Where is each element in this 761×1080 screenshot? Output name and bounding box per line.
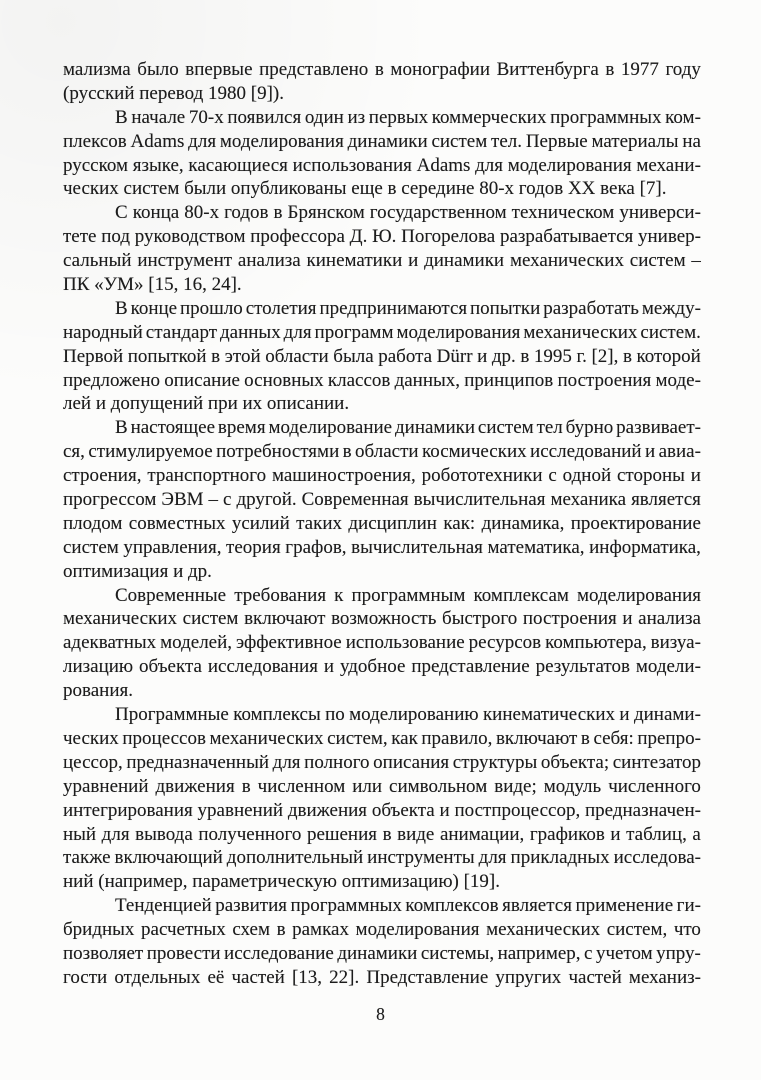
text-line: С конца 80-х годов в Брянском государственном техническом универси- [115,202,701,224]
paragraph [63,584,701,703]
text-line: тете под руководством профессора Д. Ю. Погорелова разрабатывается универ- [63,226,701,248]
paragraph [63,894,701,990]
text-line: систем управления, теория графов, вычислительная математика, информатика, [63,536,701,558]
page-number: 8 [376,1004,385,1024]
text-line: цессор, предназначенный для полного описания структуры объекта; синтезатор [63,751,701,773]
text-line: интегрирования уравнений движения объекта и постпроцессор, предназначен- [63,799,701,821]
text-line: уравнений движения в численном или символьном виде; модуль численного [63,775,701,797]
text-line: позволяет провести исследование динамики системы, например, с учетом упру- [63,942,701,964]
text-line: плексов Adams для моделирования динамики систем тел. Первые материалы на [63,130,701,152]
text-line: Программные комплексы по моделированию кинематических и динами- [115,704,701,726]
text-line: ПК «УМ» [15, 16, 24]. [63,274,242,296]
paragraph [63,703,701,894]
text-line: бридных расчетных схем в рамках моделирования механических систем, что [63,919,701,941]
text-line: народный стандарт данных для программ моделирования механических систем. [63,321,701,343]
text-line: также включающий дополнительный инструменты для прикладных исследова- [63,847,701,869]
paragraph [63,416,701,583]
text-line: мализма было впервые представлено в монографии Виттенбурга в 1977 году [63,59,701,80]
text-line: Тенденцией развития программных комплексов является применение ги- [115,895,701,917]
text-line: ный для вывода полученного решения в виде анимации, графиков и таблиц, а [63,823,701,845]
text-line: ний (например, параметрическую оптимизацию) [19]. [63,871,500,893]
text-line: (русский перевод 1980 [9]). [63,82,284,104]
text-line: прогрессом ЭВМ – с другой. Современная вычислительная механика является [63,489,701,511]
text-line: Первой попыткой в этой области была работа Dürr и др. в 1995 г. [2], в которой [63,345,701,367]
text-line: механических систем включают возможность быстрого построения и анализа [63,608,701,630]
text-line: сальный инструмент анализа кинематики и динамики механических систем – [63,250,701,272]
text-line: адекватных моделей, эффективное использование ресурсов компьютера, визуа- [63,632,701,654]
text-line: предложено описание основных классов данных, принципов построения моде- [63,369,701,391]
text-line: русском языке, касающиеся использования Adams для моделирования механи- [63,154,701,176]
text-line: ческих процессов механических систем, как правило, включают в себя: препро- [63,727,701,749]
paragraph [63,297,701,416]
text-line: В начале 70-х появился один из первых коммерческих программных ком- [115,106,701,128]
paragraph [63,58,701,106]
text-line: гости отдельных её частей [13, 22]. Представление упругих частей механиз- [63,966,701,988]
text-line: рования. [63,680,133,702]
paragraph [63,106,701,202]
text-line: лизацию объекта исследования и удобное представление результатов модели- [63,656,701,678]
text-line: В конце прошло столетия предпринимаются попытки разработать между- [115,297,701,319]
text-block [63,58,701,990]
text-line: В настоящее время моделирование динамики систем тел бурно развивает- [115,417,701,439]
text-line: оптимизация и др. [63,560,212,582]
text-line: лей и допущений при их описании. [63,393,350,415]
text-line: строения, транспортного машиностроения, робототехники с одной стороны и [63,465,701,487]
text-line: плодом совместных усилий таких дисциплин как: динамика, проектирование [63,512,701,534]
text-line: ческих систем были опубликованы еще в середине 80-х годов XX века [7]. [63,178,667,200]
text-line: Современные требования к программным комплексам моделирования [115,584,701,606]
paragraph [63,201,701,297]
text-line: ся, стимулируемое потребностями в области космических исследований и авиа- [63,441,701,463]
